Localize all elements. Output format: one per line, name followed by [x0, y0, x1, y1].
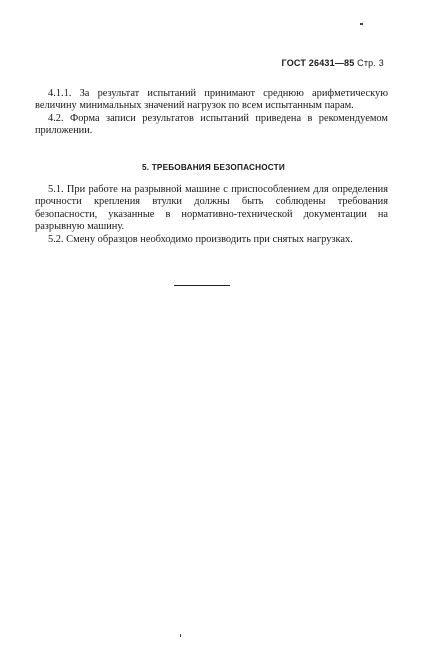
- paragraph-5-2: 5.2. Смену образцов необходимо производить при снятых нагрузках.: [48, 233, 353, 245]
- paragraph-5-1: 5.1. При работе на разрывной машине с приспособлением для определения прочности крепления втулки должны быть соблюдены требования безопасности, указанные в нормативно-технической документации на разрывную машину.: [35, 184, 388, 233]
- paragraph-4-2: 4.2. Форма записи результатов испытаний приведена в рекомендуемом приложении.: [35, 112, 388, 137]
- standard-number: ГОСТ 26431—85: [281, 58, 355, 68]
- scan-speck-bottom: [180, 634, 181, 637]
- page-header: [282, 58, 384, 68]
- section-4-text: [35, 88, 388, 138]
- section-5-heading: 5. ТРЕБОВАНИЯ БЕЗОПАСНОСТИ: [142, 163, 285, 172]
- scan-speck: [360, 23, 363, 25]
- paragraph-4-1-1: 4.1.1. За результат испытаний принимают среднюю арифметическую величину минимальных значений нагрузок по всем испытанным парам.: [35, 88, 388, 112]
- section-5-text: [35, 184, 388, 246]
- page-number: Стр. 3: [357, 58, 384, 68]
- end-divider: [174, 285, 230, 286]
